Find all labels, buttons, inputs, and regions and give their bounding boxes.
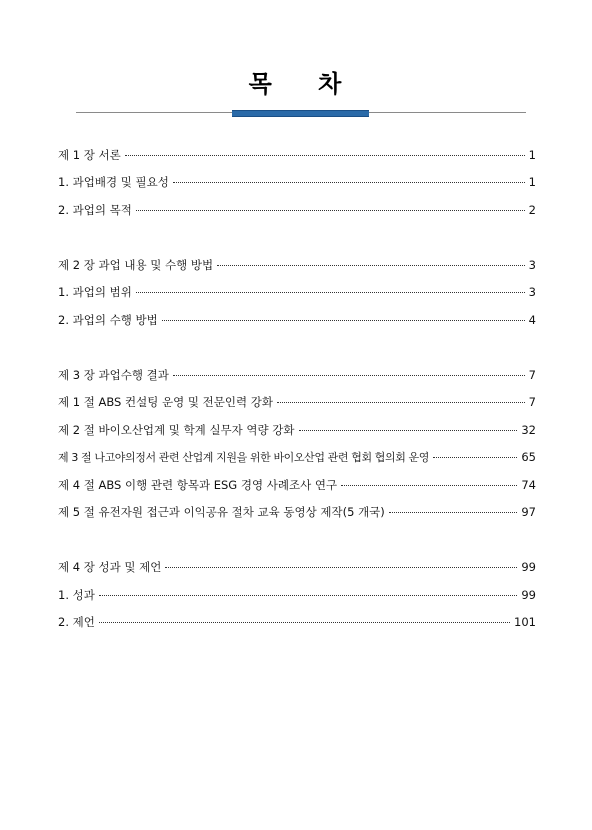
toc-page-number: 74 (521, 478, 536, 492)
toc-entry-4-1[interactable] (58, 586, 536, 604)
toc-entry-label: 제 1 절 ABS 컨설팅 운영 및 전문인력 강화 (58, 395, 273, 409)
toc-leader-dots (99, 621, 510, 623)
toc-entry-chapter-2[interactable] (58, 256, 536, 274)
toc-page-number: 4 (528, 313, 536, 327)
toc-leader-dots (299, 429, 518, 431)
toc-entry-label: 2. 과업의 수행 방법 (58, 313, 158, 327)
toc-page-number: 99 (521, 560, 536, 574)
toc-leader-dots (125, 154, 525, 156)
toc-entry-label: 제 2 절 바이오산업계 및 학계 실무자 역량 강화 (58, 423, 295, 437)
toc-page-number: 99 (521, 588, 536, 602)
toc-leader-dots (99, 594, 518, 596)
toc-entry-label: 제 3 절 나고야의정서 관련 산업계 지원을 위한 바이오산업 관련 협회 협의회 운영 (58, 451, 429, 464)
toc-leader-dots (165, 566, 517, 568)
toc-leader-dots (136, 291, 525, 293)
toc-leader-dots (341, 484, 517, 486)
toc-page-number: 3 (528, 258, 536, 272)
toc-entry-label: 제 4 절 ABS 이행 관련 항목과 ESG 경영 사례조사 연구 (58, 478, 338, 492)
toc-page-number: 101 (514, 615, 536, 629)
toc-entry-3-2[interactable] (58, 421, 536, 439)
toc-entry-chapter-1[interactable] (58, 146, 536, 164)
toc-entry-label: 제 1 장 서론 (58, 148, 121, 162)
toc-leader-dots (162, 319, 525, 321)
toc-entry-3-4[interactable] (58, 476, 536, 494)
toc-entry-4-2[interactable] (58, 613, 536, 631)
toc-leader-dots (136, 209, 525, 211)
toc-leader-dots (433, 456, 517, 458)
toc-page-number: 97 (521, 505, 536, 519)
toc-page-number: 2 (528, 203, 536, 217)
toc-page-number: 1 (528, 175, 536, 189)
toc-entry-2-2[interactable] (58, 311, 536, 329)
page-title (0, 64, 592, 99)
toc-entry-label: 2. 과업의 목적 (58, 203, 132, 217)
toc-entry-label: 제 4 장 성과 및 제언 (58, 560, 162, 574)
toc-entry-3-3[interactable] (58, 448, 536, 466)
toc-leader-dots (389, 511, 518, 513)
toc-page-number: 7 (528, 395, 536, 409)
toc-page-number: 7 (528, 368, 536, 382)
toc-entry-label: 제 2 장 과업 내용 및 수행 방법 (58, 258, 214, 272)
toc-page-number: 1 (528, 148, 536, 162)
toc-leader-dots (173, 374, 525, 376)
toc-entry-label: 2. 제언 (58, 615, 95, 629)
title-char-2: 차 (318, 70, 344, 98)
toc-page-number: 32 (521, 423, 536, 437)
toc-page-number: 3 (528, 285, 536, 299)
title-underline-accent (232, 110, 369, 117)
toc-leader-dots (173, 181, 525, 183)
toc-entry-2-1[interactable] (58, 283, 536, 301)
toc-leader-dots (217, 264, 525, 266)
toc-entry-3-5[interactable] (58, 503, 536, 521)
toc-entry-label: 1. 과업배경 및 필요성 (58, 175, 169, 189)
toc-page-number: 65 (521, 450, 536, 464)
toc-entry-label: 1. 과업의 범위 (58, 285, 132, 299)
toc-entry-chapter-3[interactable] (58, 366, 536, 384)
toc-entry-label: 1. 성과 (58, 588, 95, 602)
toc-entry-chapter-4[interactable] (58, 558, 536, 576)
toc-entry-3-1[interactable] (58, 393, 536, 411)
toc-entry-label: 제 5 절 유전자원 접근과 이익공유 절차 교육 동영상 제작(5 개국) (58, 505, 385, 519)
title-char-1: 목 (248, 70, 274, 98)
toc-entry-1-2[interactable] (58, 201, 536, 219)
toc-leader-dots (277, 401, 525, 403)
toc-entry-label: 제 3 장 과업수행 결과 (58, 368, 169, 382)
toc-entry-1-1[interactable] (58, 173, 536, 191)
